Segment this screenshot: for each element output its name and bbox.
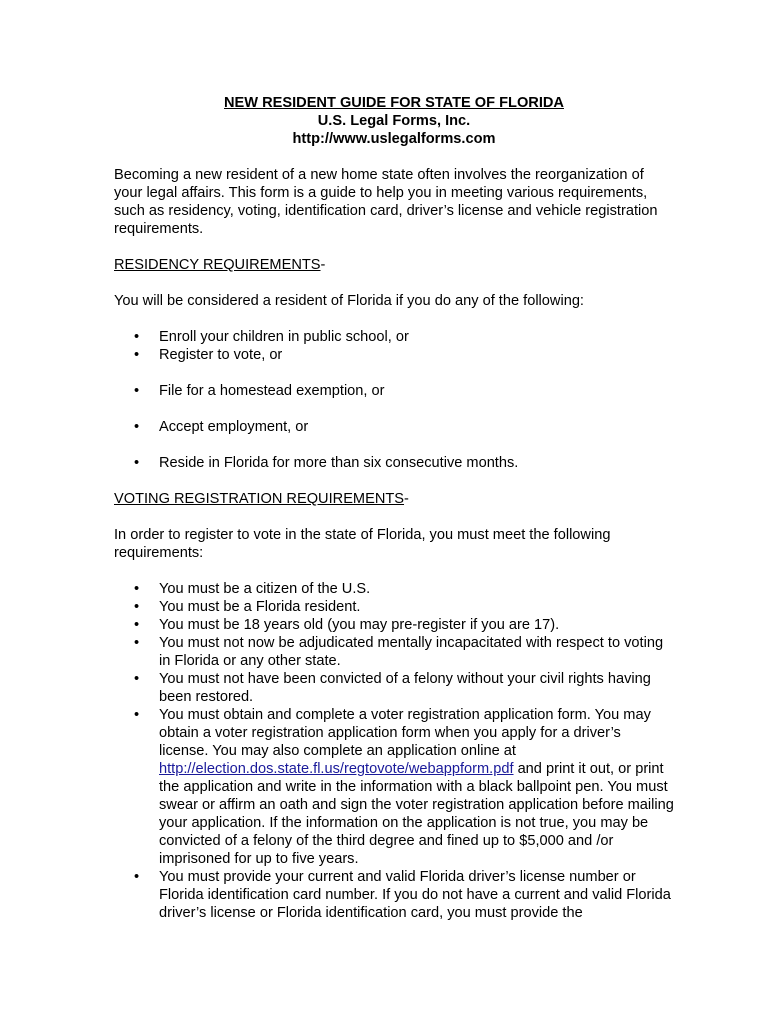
list-item: • You must be a citizen of the U.S.: [114, 580, 674, 598]
list-item: • You must be 18 years old (you may pre-register if you are 17).: [114, 616, 674, 634]
residency-lead: You will be considered a resident of Florida if you do any of the following:: [114, 293, 584, 309]
intro-paragraph: Becoming a new resident of a new home state often involves the reorganization of your legal affairs. This form is a guide to help you in meeting various requirements, such as residency, voting, identification card, driver’s license and vehicle registration requirements.: [114, 167, 658, 237]
list-item: • Enroll your children in public school, or: [114, 328, 674, 346]
document-title: NEW RESIDENT GUIDE FOR STATE OF FLORIDA: [224, 95, 564, 111]
list-item-application: • You must obtain and complete a voter registration application form. You may obtain a voter registration application form when you apply for a driver’s license. You may also complete an application online at http://election.dos.state.fl.us/regtovote/webappform.pdf and print it out, or print the application and write in the information with a black ballpoint pen. You must swear or affirm an oath and sign the voter registration application before mailing your application. If the information on the application is not true, you may be convicted of a felony of the third degree and fined up to $5,000 and /or imprisoned for up to five years.: [114, 706, 674, 868]
voting-lead: In order to register to vote in the state of Florida, you must meet the following requirements:: [114, 527, 611, 561]
voting-list: [114, 580, 674, 922]
list-item: • Accept employment, or: [114, 418, 674, 436]
residency-list: [114, 328, 674, 472]
list-item: • You must provide your current and valid Florida driver’s license number or Florida identification card number. If you do not have a current and valid Florida driver’s license or Florida identification card, you must provide the: [114, 868, 674, 922]
voting-heading: VOTING REGISTRATION REQUIREMENTS-: [114, 491, 409, 507]
residency-heading: RESIDENCY REQUIREMENTS-: [114, 257, 326, 273]
list-item: • You must not have been convicted of a felony without your civil rights having been restored.: [114, 670, 674, 706]
list-item: • File for a homestead exemption, or: [114, 382, 674, 400]
voter-application-link[interactable]: http://election.dos.state.fl.us/regtovote/webappform.pdf: [159, 761, 514, 777]
list-item: • Register to vote, or: [114, 346, 674, 364]
list-item: • Reside in Florida for more than six consecutive months.: [114, 454, 674, 472]
company-website: http://www.uslegalforms.com: [292, 131, 496, 147]
list-item: • You must not now be adjudicated mentally incapacitated with respect to voting in Florida or any other state.: [114, 634, 674, 670]
list-item: • You must be a Florida resident.: [114, 598, 674, 616]
document-body: [114, 94, 674, 922]
company-name: U.S. Legal Forms, Inc.: [317, 113, 471, 129]
